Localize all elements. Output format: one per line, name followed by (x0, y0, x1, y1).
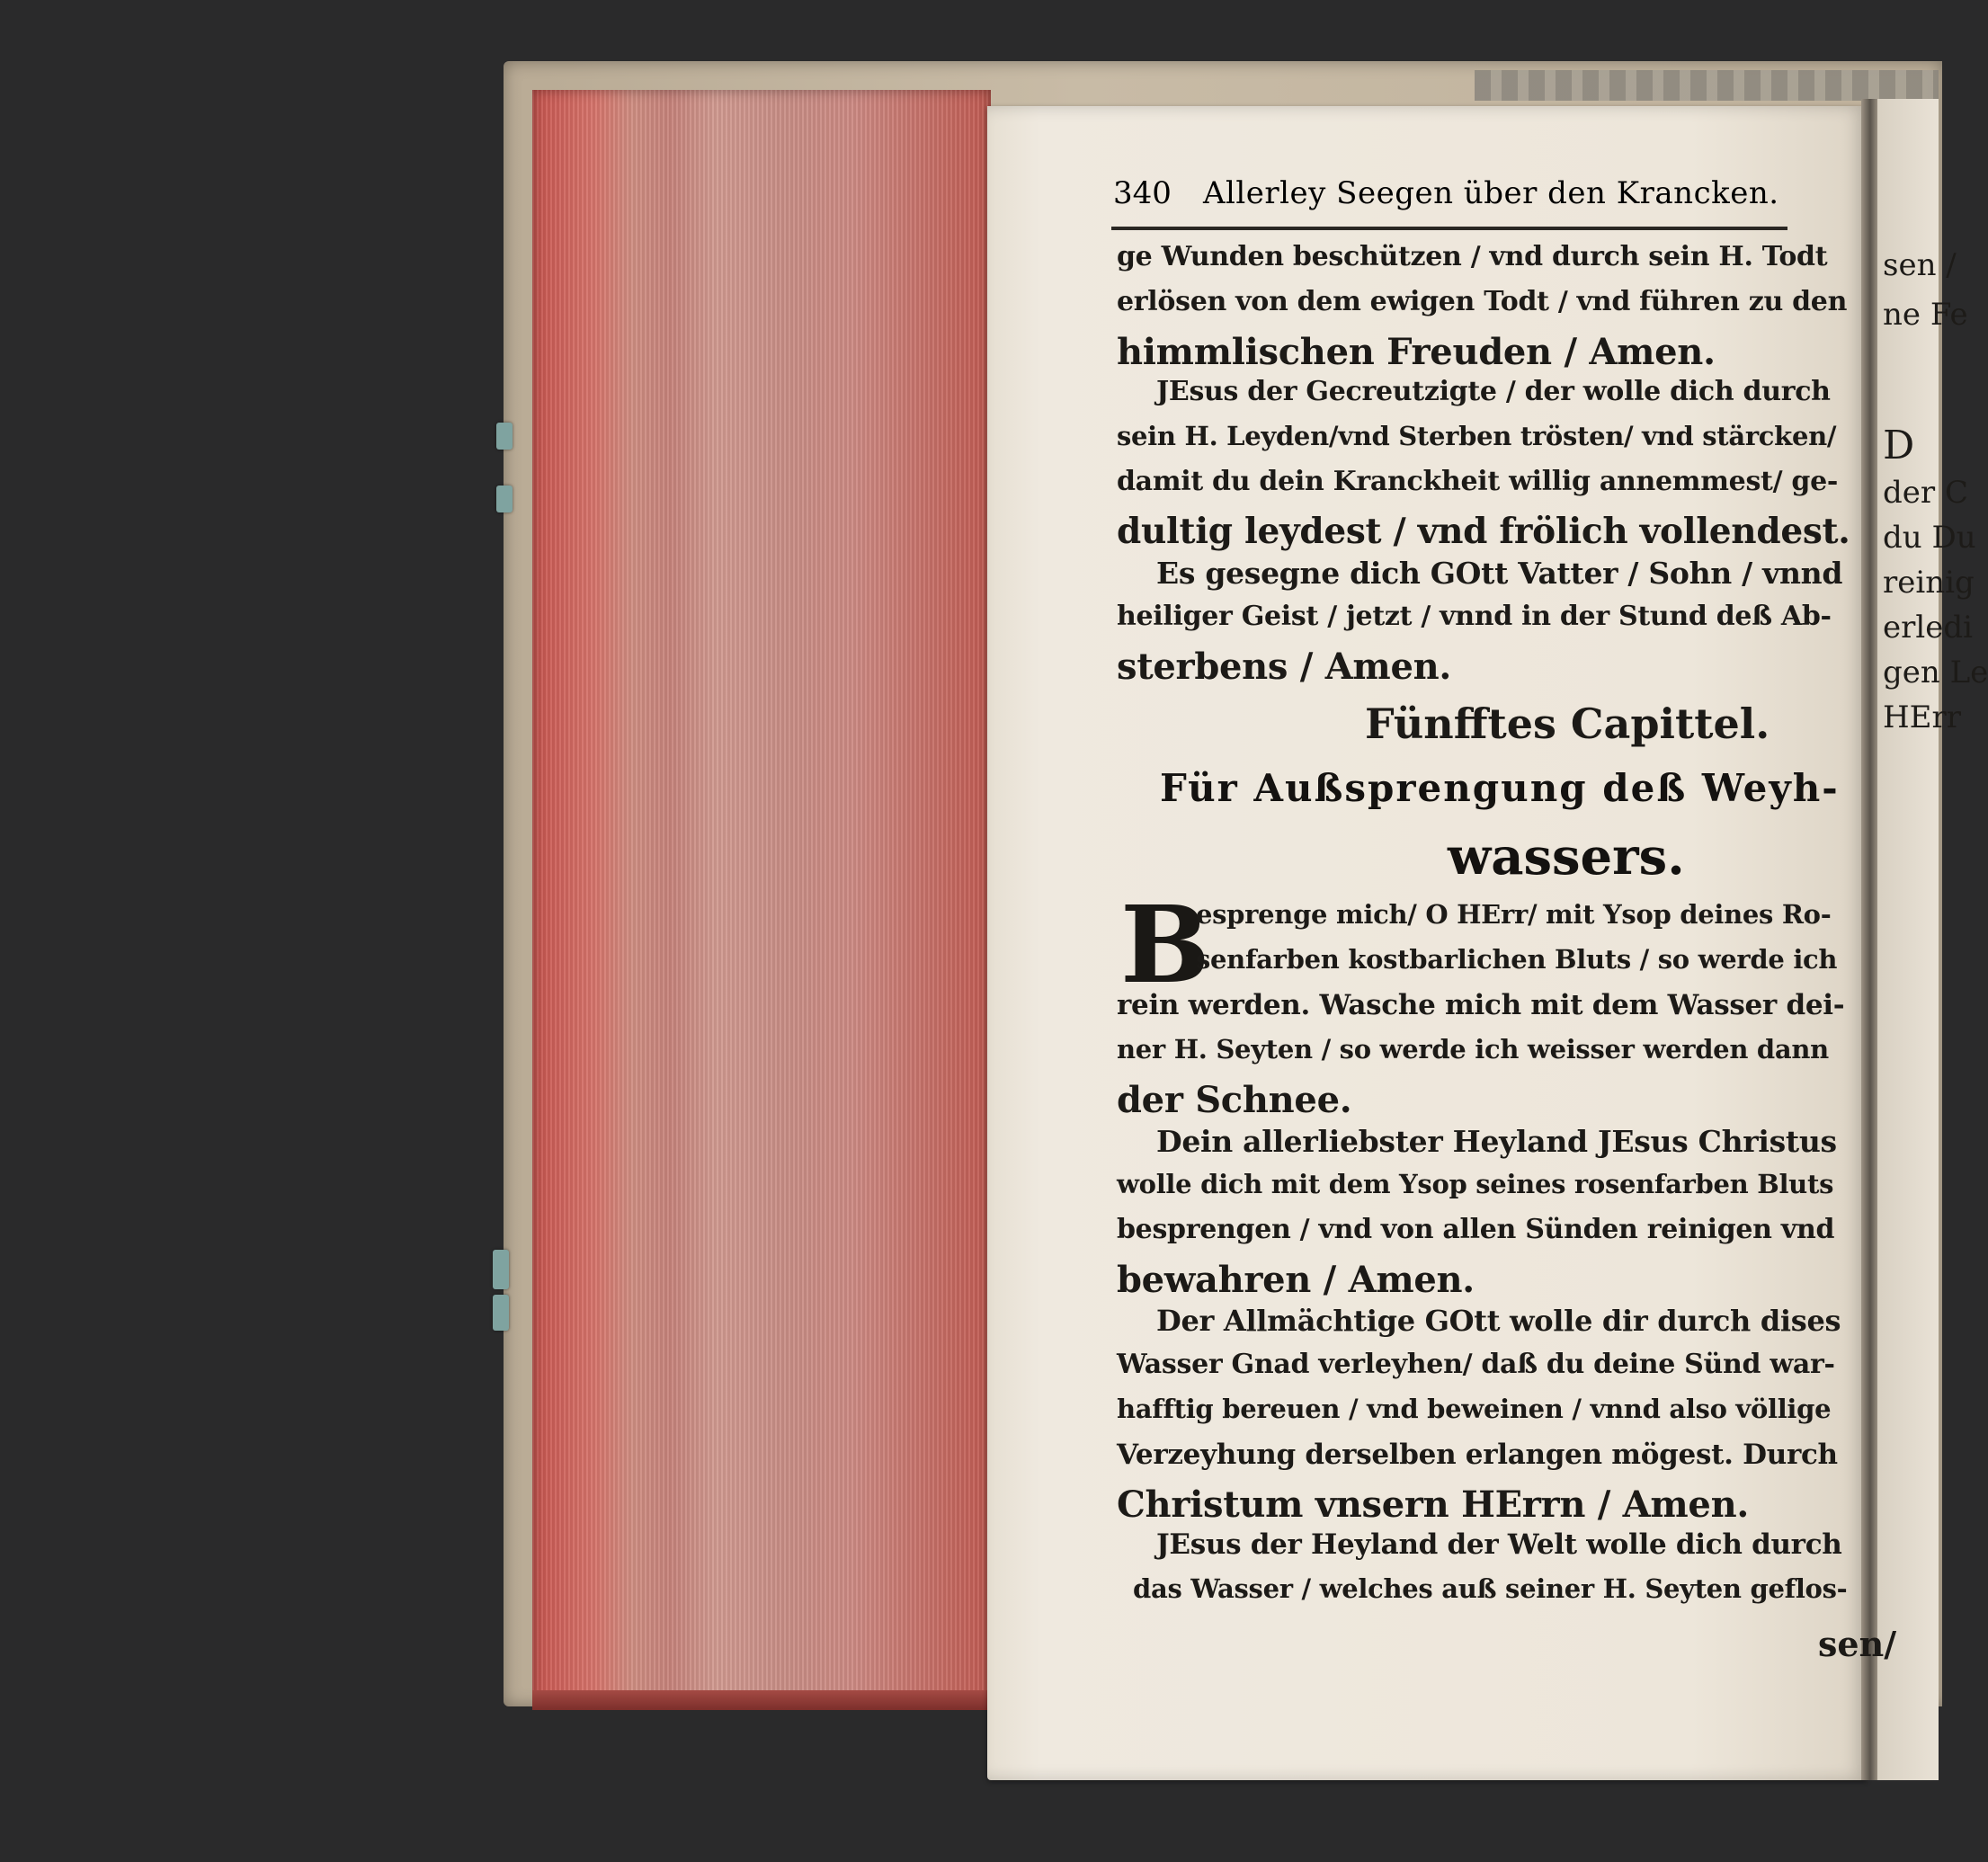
text-line: besprengen / vnd von allen Sünden reinigen vnd (1117, 1214, 1835, 1245)
header-rule (1111, 227, 1787, 230)
text-line: erlösen von dem ewigen Todt / vnd führen zu den (1117, 286, 1848, 317)
text-line: wolle dich mit dem Ysop seines rosenfarben Bluts (1117, 1169, 1834, 1199)
running-title: Allerley Seegen über den Krancken. (1203, 175, 1779, 211)
next-page-text: du Du (1883, 520, 1976, 556)
text-line: Verzeyhung derselben erlangen mögest. Durch (1117, 1439, 1838, 1471)
text-line: Es gesegne dich GOtt Vatter / Sohn / vnnd (1156, 556, 1843, 591)
text-line: esprenge mich/ O HErr/ mit Ysop deines Ro- (1196, 899, 1832, 930)
text-line: senfarben kostbarlichen Bluts / so werde ich (1196, 944, 1838, 975)
text-line: hafftig bereuen / vnd beweinen / vnnd also völlige (1117, 1394, 1832, 1424)
book-gutter (1861, 99, 1879, 1780)
text-line: ge Wunden beschützen / vnd durch sein H. Todt (1117, 241, 1828, 272)
text-line: dultig leydest / vnd frölich vollendest. (1117, 511, 1850, 552)
text-line: Christum vnsern HErrn / Amen. (1117, 1483, 1749, 1526)
next-page-text: erledi (1883, 610, 1974, 646)
text-line: himmlischen Freuden / Amen. (1117, 331, 1716, 373)
next-page-text: gen Le (1883, 655, 1988, 690)
next-page-text: HErr (1883, 699, 1961, 735)
next-page-text: der C (1883, 475, 1968, 511)
drop-cap: B (1120, 882, 1210, 1007)
page-number: 340 (1113, 175, 1172, 211)
text-line: bewahren / Amen. (1117, 1259, 1475, 1301)
text-line: damit du dein Kranckheit willig annemmest/ ge- (1117, 466, 1839, 497)
text-line: das Wasser / welches auß seiner H. Seyten geflos- (1133, 1573, 1848, 1604)
text-line: der Schnee. (1117, 1079, 1352, 1121)
catchword: sen/ (1818, 1624, 1897, 1664)
next-page-text: ne Fe (1883, 297, 1968, 333)
clasp-icon (496, 486, 513, 512)
next-page-text: reinig (1883, 565, 1975, 601)
clasp-icon (493, 1250, 509, 1289)
page-edges-bottom (532, 1690, 991, 1710)
text-line: Wasser Gnad verleyhen/ daß du deine Sünd war- (1117, 1349, 1835, 1380)
text-line: heiliger Geist / jetzt / vnnd in der Stund deß Ab- (1117, 601, 1832, 632)
running-header (1113, 175, 1779, 220)
clasp-icon (496, 423, 513, 450)
text-line: JEsus der Gecreutzigte / der wolle dich durch (1156, 376, 1831, 407)
text-line: rein werden. Wasche mich mit dem Wasser dei- (1117, 989, 1845, 1021)
text-line: JEsus der Heyland der Welt wolle dich durch (1156, 1528, 1842, 1561)
next-page-text: sen / (1883, 247, 1957, 283)
text-line: ner H. Seyten / so werde ich weisser werden dann (1117, 1034, 1829, 1065)
text-line: Der Allmächtige GOtt wolle dir durch dises (1156, 1304, 1841, 1338)
next-page-text: D (1883, 423, 1915, 468)
next-page-fragment (1877, 99, 1988, 1780)
text-line: sein H. Leyden/vnd Sterben trösten/ vnd stärcken/ (1117, 421, 1837, 451)
chapter-number: Fünfftes Capittel. (1365, 699, 1770, 748)
clasp-icon (493, 1295, 509, 1331)
chapter-title: Für Außsprengung deß Weyh- (1160, 766, 1840, 810)
text-line: Dein allerliebster Heyland JEsus Christus (1156, 1124, 1837, 1159)
next-page-top-edge (1475, 70, 1939, 101)
chapter-title-continued: wassers. (1448, 827, 1685, 886)
red-page-edges (532, 90, 991, 1708)
text-line: sterbens / Amen. (1117, 646, 1452, 688)
